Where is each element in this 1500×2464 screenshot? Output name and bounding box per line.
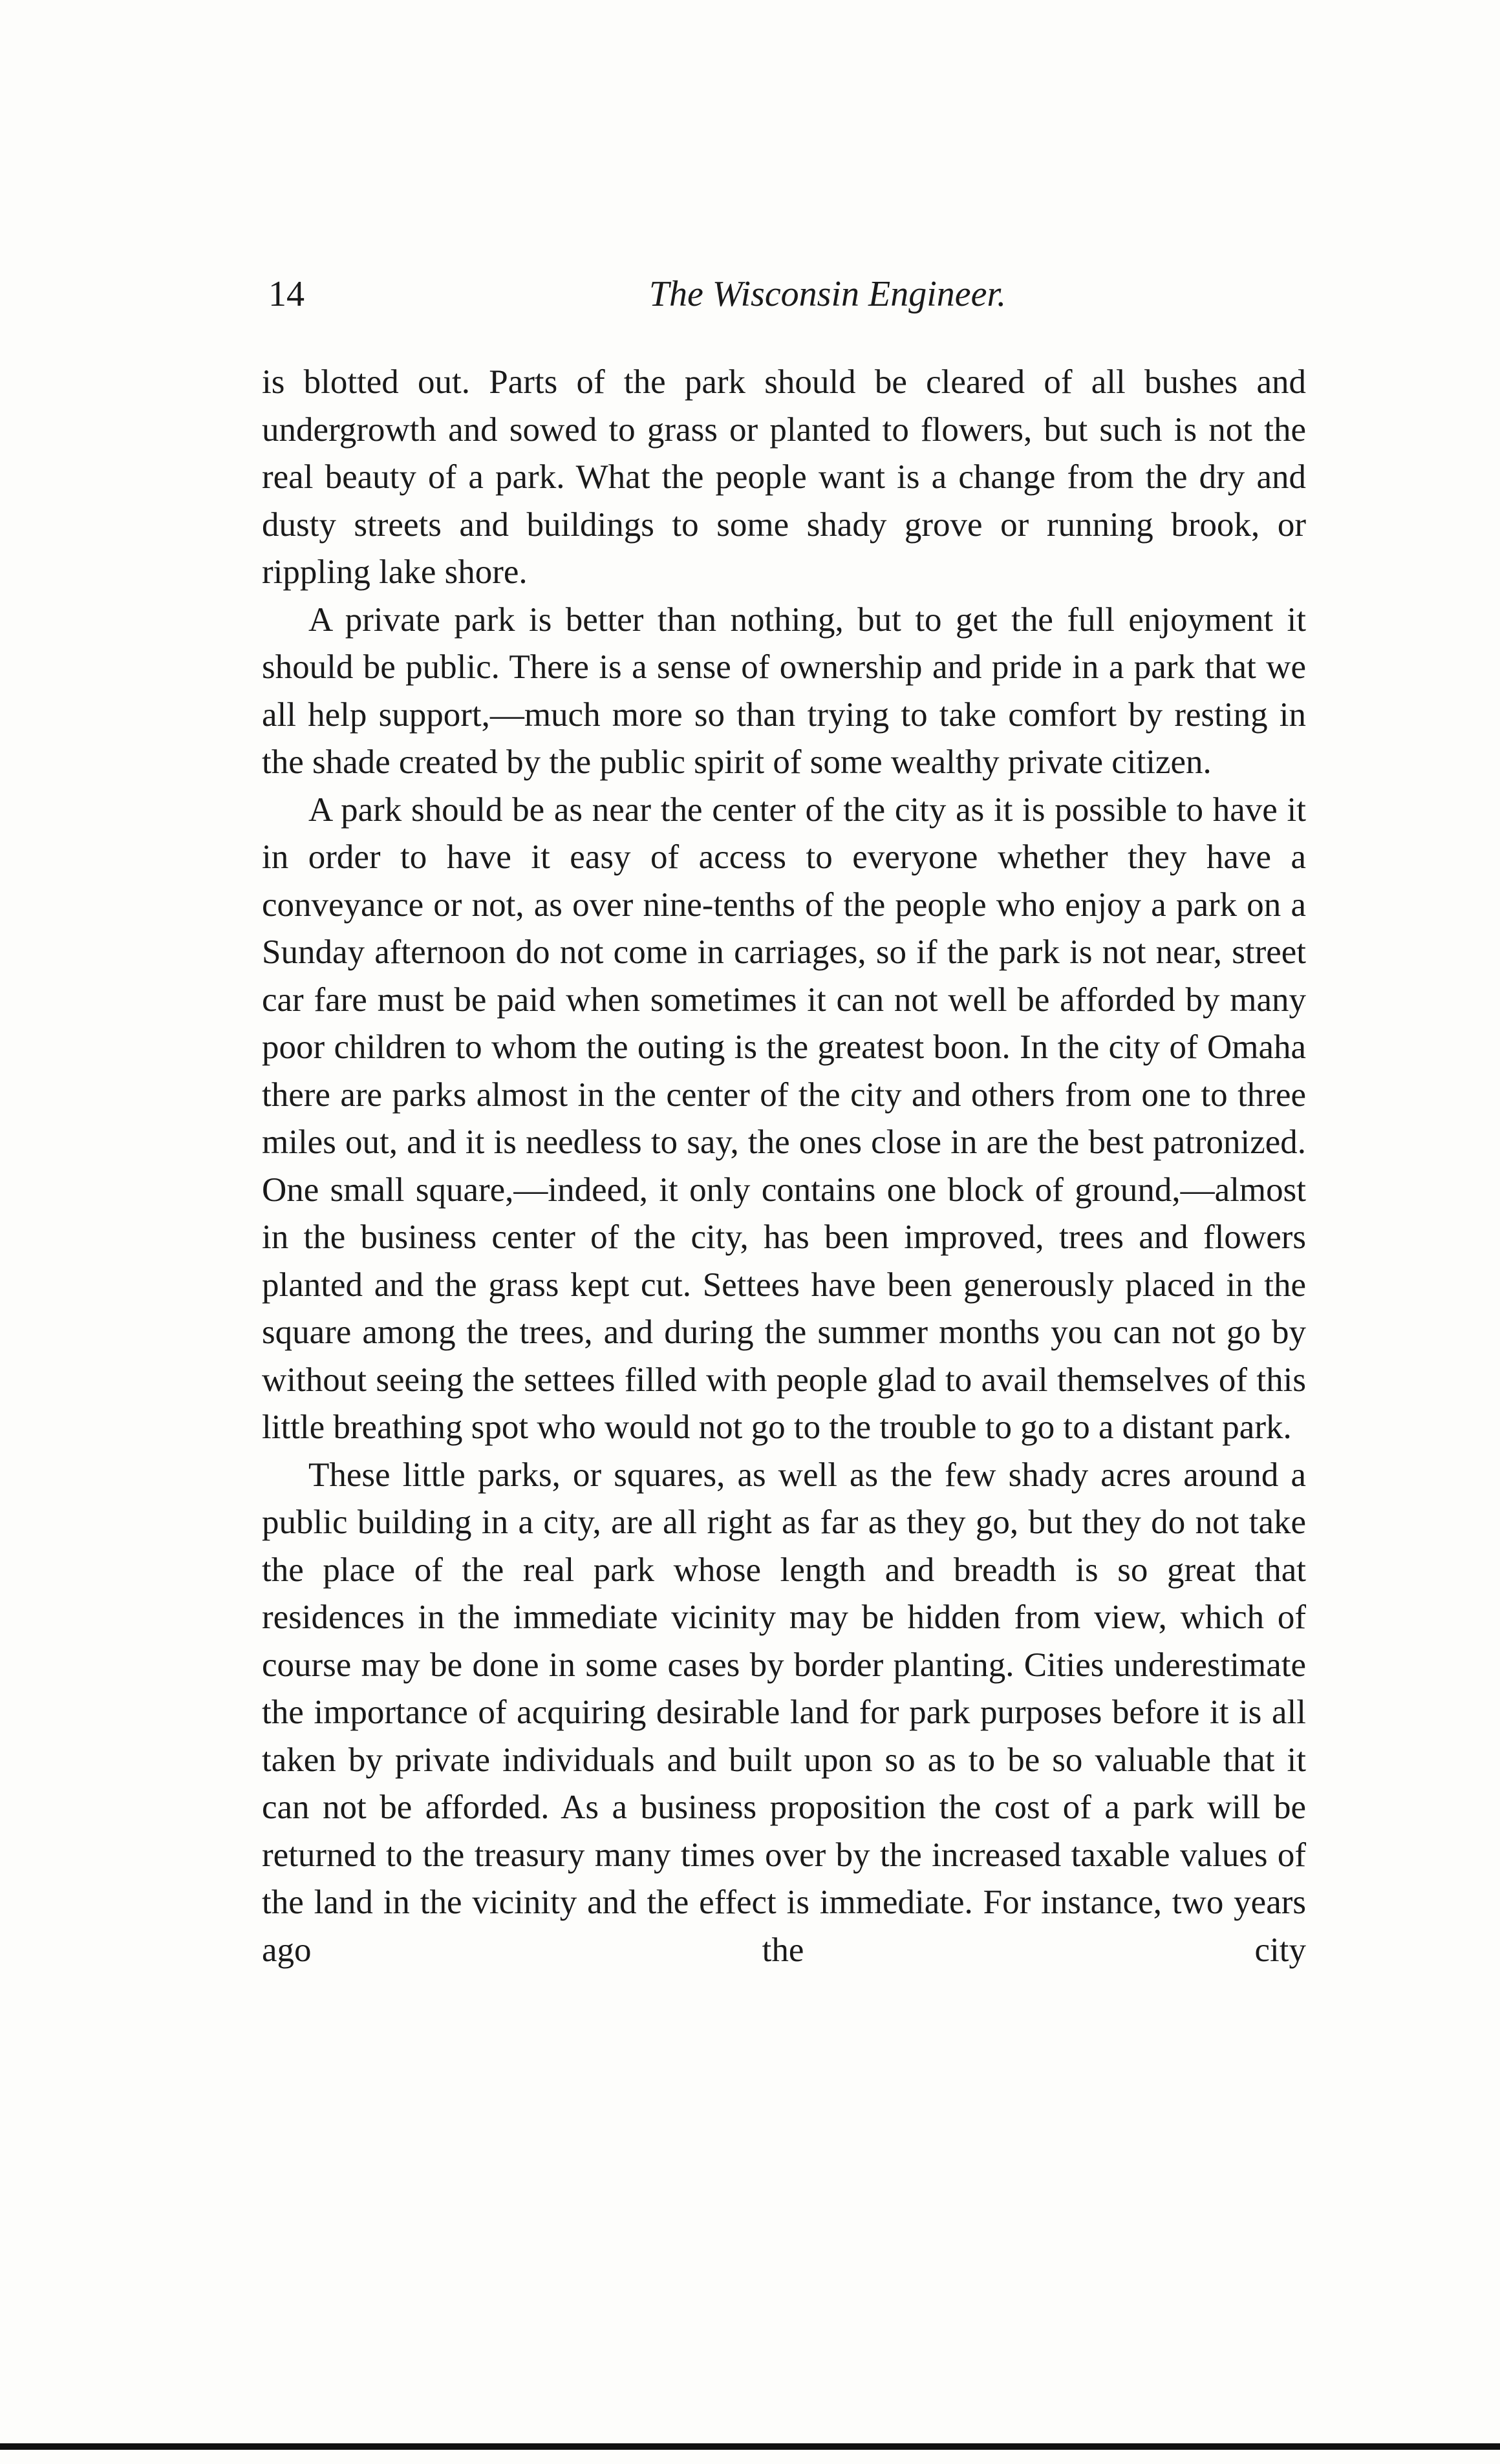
running-head <box>268 271 1309 317</box>
paragraph-4: These little parks, or squares, as well as the few shady acres around a public building in a city, are all right as far as they go, but they do not take the place of the real park whose length and breadth is so great that residences in the immediate vicinity may be hidden from view, which of course may be done in some cases by border planting. Cities underestimate the importance of acquiring desirable land for park purposes before it is all taken by private individuals and built upon so as to be so valuable that it can not be afforded. As a business proposition the cost of a park will be returned to the treasury many times over by the increased taxable values of the land in the vicinity and the effect is immediate. For instance, two years ago the city <box>262 1456 1306 1969</box>
paragraph-2: A private park is better than nothing, but to get the full enjoyment it should be public. There is a sense of ownership and pride in a park that we all help support,—much more so than trying to take comfort by resting in the shade created by the public spirit of some wealthy private citizen. <box>262 600 1306 781</box>
page-number: 14 <box>268 274 305 314</box>
paragraph-1: is blotted out. Parts of the park should be cleared of all bushes and undergrowth and sowed to grass or planted to flowers, but such is not the real beauty of a park. What the people want is a change from the dry and dusty streets and buildings to some shady grove or running brook, or rippling lake shore. <box>262 363 1306 591</box>
body-text <box>262 359 1306 1974</box>
paragraph-3: A park should be as near the center of the city as it is possible to have it in order to have it easy of access to everyone whether they have a conveyance or not, as over nine-tenths of the people who enjoy a park on a Sunday afternoon do not come in carriages, so if the park is not near, street car fare must be paid when sometimes it can not well be afforded by many poor children to whom the outing is the greatest boon. In the city of Omaha there are parks almost in the center of the city and others from one to three miles out, and it is needless to say, the ones close in are the best patronized. One small square,—indeed, it only contains one block of ground,—almost in the business center of the city, has been improved, trees and flowers planted and the grass kept cut. Settees have been generously placed in the square among the trees, and during the summer months you can not go by without seeing the settees filled with people glad to avail themselves of this little breathing spot who would not go to the trouble to go to a distant park. <box>262 791 1306 1446</box>
scan-bottom-edge <box>0 2443 1500 2450</box>
journal-title: The Wisconsin Engineer. <box>648 274 1007 314</box>
